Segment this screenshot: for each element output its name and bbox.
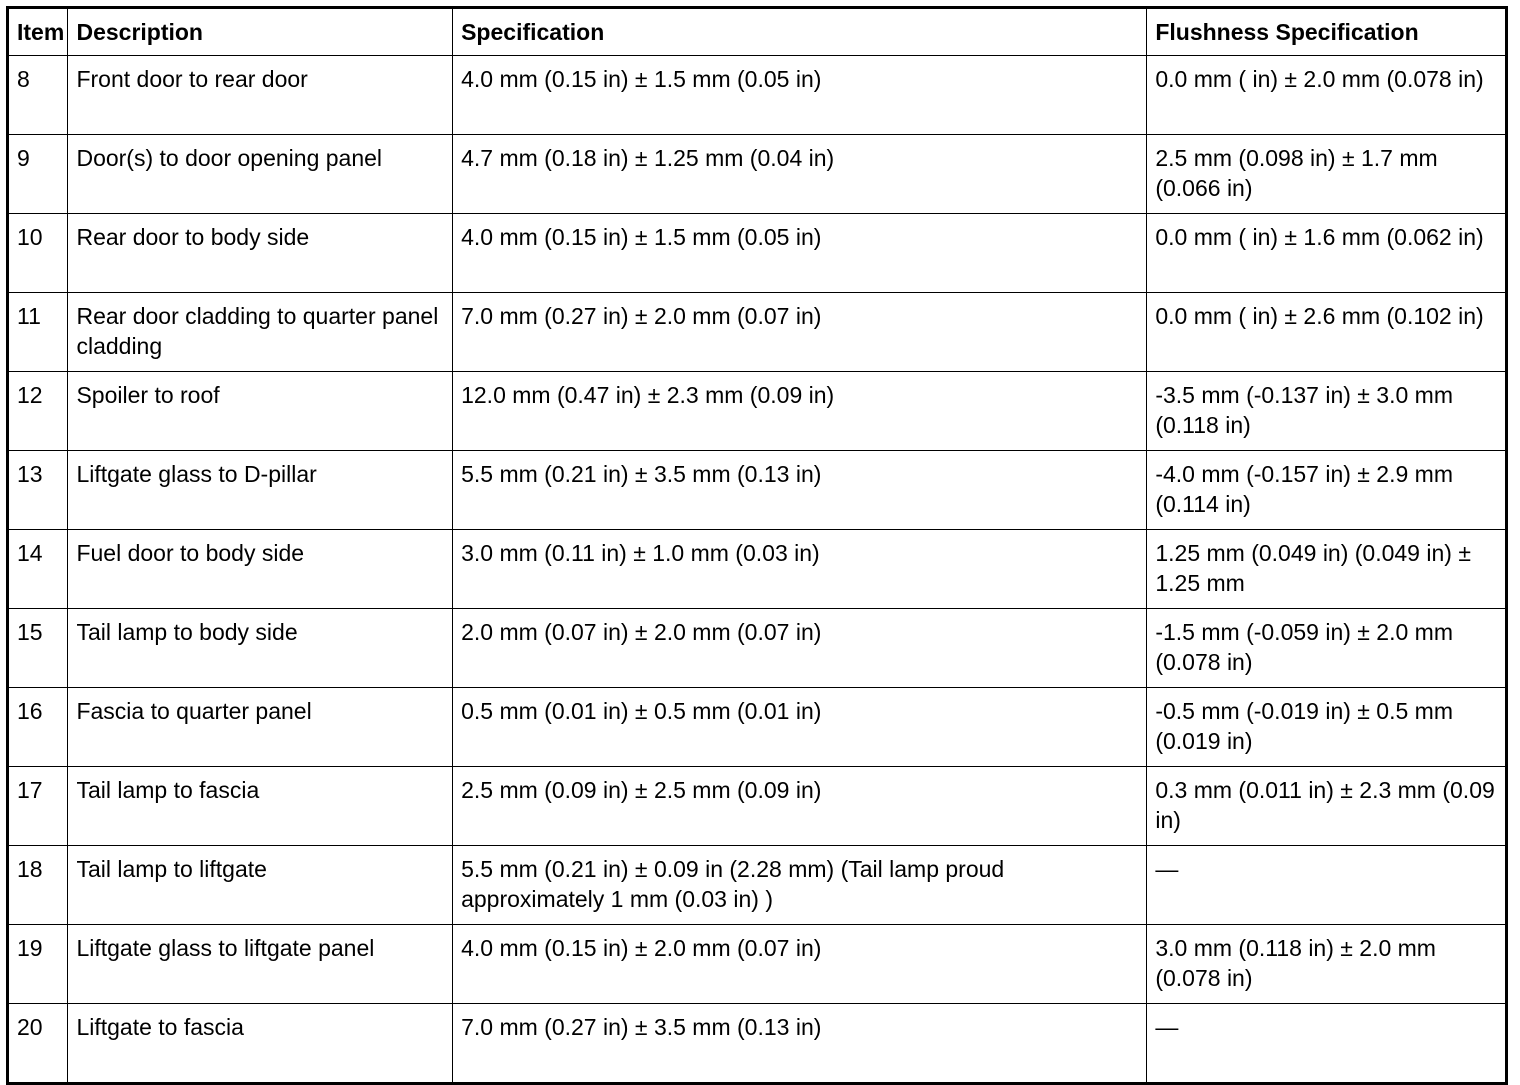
table-row	[8, 688, 1507, 767]
specification-cell: 7.0 mm (0.27 in) ± 3.5 mm (0.13 in)	[453, 1004, 1147, 1084]
description-cell: Liftgate glass to D-pillar	[68, 451, 453, 530]
specification-table	[6, 6, 1508, 1085]
header-description: Description	[68, 8, 453, 56]
flushness-cell: -3.5 mm (-0.137 in) ± 3.0 mm (0.118 in)	[1147, 372, 1507, 451]
item-cell: 14	[8, 530, 68, 609]
flushness-cell: 0.0 mm ( in) ± 2.0 mm (0.078 in)	[1147, 56, 1507, 135]
table-row	[8, 925, 1507, 1004]
flushness-cell: 0.0 mm ( in) ± 1.6 mm (0.062 in)	[1147, 214, 1507, 293]
flushness-cell: -4.0 mm (-0.157 in) ± 2.9 mm (0.114 in)	[1147, 451, 1507, 530]
description-cell: Fascia to quarter panel	[68, 688, 453, 767]
item-cell: 18	[8, 846, 68, 925]
header-flushness-specification: Flushness Specification	[1147, 8, 1507, 56]
specification-cell: 5.5 mm (0.21 in) ± 0.09 in (2.28 mm) (Tail lamp proud approximately 1 mm (0.03 in) )	[453, 846, 1147, 925]
item-cell: 17	[8, 767, 68, 846]
table-row	[8, 846, 1507, 925]
specification-cell: 2.0 mm (0.07 in) ± 2.0 mm (0.07 in)	[453, 609, 1147, 688]
flushness-cell: 0.0 mm ( in) ± 2.6 mm (0.102 in)	[1147, 293, 1507, 372]
flushness-cell: —	[1147, 1004, 1507, 1084]
description-cell: Tail lamp to liftgate	[68, 846, 453, 925]
description-cell: Spoiler to roof	[68, 372, 453, 451]
description-cell: Rear door cladding to quarter panel cladding	[68, 293, 453, 372]
specification-cell: 12.0 mm (0.47 in) ± 2.3 mm (0.09 in)	[453, 372, 1147, 451]
description-cell: Rear door to body side	[68, 214, 453, 293]
table-row	[8, 135, 1507, 214]
item-cell: 12	[8, 372, 68, 451]
item-cell: 15	[8, 609, 68, 688]
flushness-cell: 0.3 mm (0.011 in) ± 2.3 mm (0.09 in)	[1147, 767, 1507, 846]
table-row	[8, 767, 1507, 846]
item-cell: 8	[8, 56, 68, 135]
item-cell: 16	[8, 688, 68, 767]
specification-cell: 4.0 mm (0.15 in) ± 2.0 mm (0.07 in)	[453, 925, 1147, 1004]
description-cell: Door(s) to door opening panel	[68, 135, 453, 214]
table-row	[8, 372, 1507, 451]
specification-cell: 5.5 mm (0.21 in) ± 3.5 mm (0.13 in)	[453, 451, 1147, 530]
specification-cell: 4.0 mm (0.15 in) ± 1.5 mm (0.05 in)	[453, 214, 1147, 293]
table-row	[8, 530, 1507, 609]
flushness-cell: 1.25 mm (0.049 in) (0.049 in) ± 1.25 mm	[1147, 530, 1507, 609]
flushness-cell: —	[1147, 846, 1507, 925]
specification-cell: 3.0 mm (0.11 in) ± 1.0 mm (0.03 in)	[453, 530, 1147, 609]
description-cell: Tail lamp to fascia	[68, 767, 453, 846]
flushness-cell: -1.5 mm (-0.059 in) ± 2.0 mm (0.078 in)	[1147, 609, 1507, 688]
item-cell: 20	[8, 1004, 68, 1084]
specification-cell: 2.5 mm (0.09 in) ± 2.5 mm (0.09 in)	[453, 767, 1147, 846]
table-row	[8, 293, 1507, 372]
description-cell: Front door to rear door	[68, 56, 453, 135]
description-cell: Liftgate to fascia	[68, 1004, 453, 1084]
item-cell: 13	[8, 451, 68, 530]
flushness-cell: 3.0 mm (0.118 in) ± 2.0 mm (0.078 in)	[1147, 925, 1507, 1004]
header-item: Item	[8, 8, 68, 56]
specification-cell: 7.0 mm (0.27 in) ± 2.0 mm (0.07 in)	[453, 293, 1147, 372]
specification-cell: 0.5 mm (0.01 in) ± 0.5 mm (0.01 in)	[453, 688, 1147, 767]
flushness-cell: -0.5 mm (-0.019 in) ± 0.5 mm (0.019 in)	[1147, 688, 1507, 767]
table-row	[8, 56, 1507, 135]
table-row	[8, 609, 1507, 688]
item-cell: 19	[8, 925, 68, 1004]
description-cell: Liftgate glass to liftgate panel	[68, 925, 453, 1004]
item-cell: 11	[8, 293, 68, 372]
item-cell: 9	[8, 135, 68, 214]
specification-cell: 4.0 mm (0.15 in) ± 1.5 mm (0.05 in)	[453, 56, 1147, 135]
header-specification: Specification	[453, 8, 1147, 56]
table-row	[8, 451, 1507, 530]
flushness-cell: 2.5 mm (0.098 in) ± 1.7 mm (0.066 in)	[1147, 135, 1507, 214]
table-header-row	[8, 8, 1507, 56]
description-cell: Fuel door to body side	[68, 530, 453, 609]
description-cell: Tail lamp to body side	[68, 609, 453, 688]
table-row	[8, 214, 1507, 293]
specification-cell: 4.7 mm (0.18 in) ± 1.25 mm (0.04 in)	[453, 135, 1147, 214]
item-cell: 10	[8, 214, 68, 293]
